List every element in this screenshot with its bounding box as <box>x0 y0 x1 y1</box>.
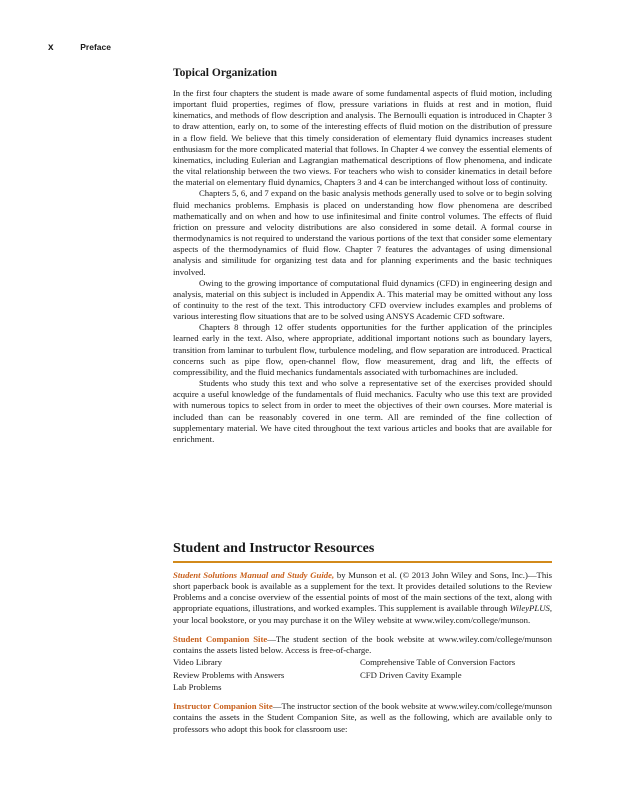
paragraph: Chapters 5, 6, and 7 expand on the basic analysis methods generally used to solve or to begin solving fluid mechanics problems. Emphasis is placed on understanding how flow phenomena are described mathematically and on when and how to use infinitesimal and finite control volumes. The effects of fluid friction on pressure and velocity distributions are also considered in some detail. A formal course in thermodynamics is not required to understand the various portions of the text that consider some elementary aspects of the thermodynamics of fluid flow. Chapter 7 features the advantages of using dimensional analysis and similitude for organizing test data and for planning experiments and the basic techniques involved. <box>173 188 552 277</box>
student-assets-list <box>173 656 552 693</box>
solutions-manual-title: Student Solutions Manual and Study Guide, <box>173 570 335 580</box>
paragraph: In the first four chapters the student is made aware of some fundamental aspects of fluid motion, including important fluid properties, regimes of flow, pressure variations in fluids at rest and in motion, fluid kinematics, and methods of flow description and analysis. The Bernoulli equation is introduced in Chapter 3 to draw attention, early on, to some of the interesting effects of fluid motion on the distribution of pressure in a flow field. We believe that this timely consideration of elementary fluid dynamics increases student enthusiasm for the more complicated material that follows. In Chapter 4 we convey the essential elements of kinematics, including Eulerian and Lagrangian mathematical descriptions of flow phenomena, and indicate the vital relationship between the two views. For teachers who wish to consider kinematics in detail before the material on elementary fluid dynamics, Chapters 3 and 4 can be interchanged without loss of continuity. <box>173 88 552 188</box>
section-title: Preface <box>80 42 111 52</box>
student-site-paragraph: Student Companion Site—The student section of the book website at www.wiley.com/college/munson contains the assets listed below. Access is free-of-charge. <box>173 633 552 655</box>
resources-body <box>173 570 552 735</box>
student-site-title: Student Companion Site <box>173 633 268 644</box>
resources-heading: Student and Instructor Resources <box>173 541 552 563</box>
list-item <box>360 681 552 693</box>
instructor-site-title: Instructor Companion Site <box>173 701 273 712</box>
list-item: CFD Driven Cavity Example <box>360 669 462 680</box>
paragraph: Chapters 8 through 12 offer students opportunities for the further application of the principles learned early in the text. Also, where appropriate, additional important notions such as boundary layers, transition from laminar to turbulent flow, turbulence modeling, and flow separation are introduced. Practical concerns such as pipe flow, open-channel flow, flow measurement, drag and lift, the effects of compressibility, and the fluid mechanics fundamentals associated with turbomachines are included. <box>173 322 552 377</box>
topical-body <box>173 88 552 445</box>
paragraph: Owing to the growing importance of computational fluid dynamics (CFD) in engineering design and analysis, material on this subject is included in Appendix A. This material may be omitted without any loss of continuity to the rest of the text. This introductory CFD overview includes examples and problems of various interesting flow situations that are to be solved using ANSYS Academic CFD software. <box>173 277 552 322</box>
wileyplus-name: WileyPLUS <box>509 603 550 614</box>
page-number: x <box>48 42 54 53</box>
list-item: Video Library <box>173 657 222 668</box>
paragraph: Students who study this text and who solve a representative set of the exercises provided should acquire a useful knowledge of the fundamentals of fluid mechanics. Faculty who use this text are provided with numerous topics to select from in order to meet the objectives of their own courses. More material is included than can be reasonably covered in one term. All are reminded of the fine collection of supplementary material. We have cited throughout the text various articles and books that are available for enrichment. <box>173 378 552 444</box>
running-head <box>48 42 111 53</box>
list-item: Review Problems with Answers <box>173 669 285 680</box>
solutions-manual-paragraph: Student Solutions Manual and Study Guide, by Munson et al. (© 2013 John Wiley and Sons, Inc.)—This short paperback book is available as a supplement for the text. It provides detailed solutions to the Review Problems and a concise overview of the essential points of most of the main sections of the text, along with appropriate equations, illustrations, and worked examples. This supplement is available through WileyPLUS, your local bookstore, or you may purchase it on the Wiley website at www.wiley.com/college/munson. <box>173 570 552 625</box>
instructor-site-paragraph: Instructor Companion Site—The instructor section of the book website at www.wiley.com/college/munson contains the assets in the Student Companion Site, as well as the following, which are available only to professors who adopt this book for classroom use: <box>173 701 552 734</box>
list-item: Comprehensive Table of Conversion Factors <box>360 657 516 668</box>
list-item: Lab Problems <box>173 681 222 692</box>
topical-organization-heading: Topical Organization <box>173 67 278 79</box>
